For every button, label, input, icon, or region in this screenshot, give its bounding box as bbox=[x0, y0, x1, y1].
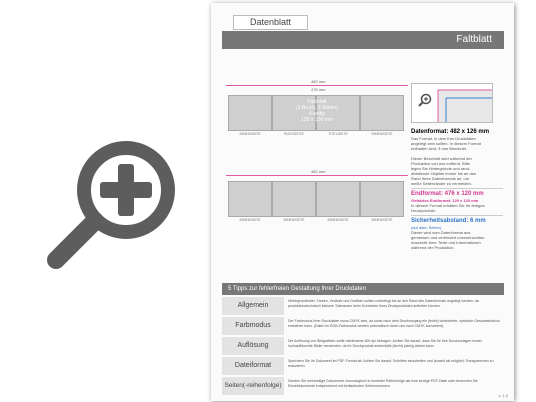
datenformat-text bbox=[411, 136, 503, 186]
panel bbox=[272, 181, 316, 217]
tip-text: Die Auflösung von Bildgrafiken sollte mindestens 300 dpi betragen. Achten Sie darauf, dass Sie für Ihre Druckvorlagen immer hochauflösende Bilder verwenden, da Ihr Druckprodukt andernfalls (leicht) pixelig wirken kann. bbox=[288, 339, 482, 348]
format-line: 4-seitig bbox=[308, 111, 326, 117]
tip-text: Senden Sie mehrseitige Dokumente chronologisch in korrekter Reihenfolge als eine einzige PDF-Datei oder benennen Sie Einzeldokumente entsprechend mit fortlaufenden Seitennummern. bbox=[288, 379, 478, 388]
text-line: Rand Ihres Datenformats an, um bbox=[411, 176, 470, 181]
panel-label: INNENSEITE bbox=[239, 218, 261, 222]
dim-label: 482 mm bbox=[311, 79, 326, 84]
panel bbox=[228, 181, 272, 217]
tip-label: Auflösung bbox=[222, 337, 284, 355]
panel-label: INNENSEITE bbox=[239, 132, 261, 136]
text-line: legen Sie Hintergründe und rand- bbox=[411, 166, 471, 171]
sicherheit-text bbox=[411, 230, 503, 250]
tip-row bbox=[222, 297, 504, 315]
magnifier-plus-icon[interactable] bbox=[38, 128, 188, 278]
tips-section bbox=[222, 283, 504, 395]
divider bbox=[411, 188, 503, 189]
text-line: enthalten sind: 3 mm Beschnitt. bbox=[411, 146, 467, 151]
format-line: 120 x 126 mm bbox=[301, 117, 333, 123]
page-title: Faltblatt bbox=[222, 31, 504, 49]
sicherheit-sub: (auf allen Seiten) bbox=[411, 225, 442, 230]
panel bbox=[360, 181, 404, 217]
dim-label: 482 mm bbox=[311, 169, 326, 174]
text-line: weiße Seitenränder zu vermeiden. bbox=[411, 181, 472, 186]
tip-text: Der Farbmodus Ihrer Druckdaten muss CMYK sein, da sonst nach dem Druckvorgang ein (leicht) veränderter, optischer Gesamteindruck entstehen kann. (Daten im RGB-Farbmodus werden automatisch durch uns nach CMYK konvertiert). bbox=[288, 319, 500, 328]
fold-diagram-1 bbox=[226, 95, 408, 139]
datasheet-page bbox=[211, 3, 514, 401]
text-line: während der Produktion. bbox=[411, 245, 455, 250]
datenformat-section bbox=[411, 129, 503, 250]
endformat-title: Endformat: 476 x 120 mm bbox=[411, 191, 484, 197]
dim-label: 476 mm bbox=[311, 87, 326, 92]
tip-row bbox=[222, 317, 504, 335]
version-label: v. 1.0 bbox=[498, 393, 508, 398]
datenformat-title: Datenformat: 482 x 126 mm bbox=[411, 129, 490, 135]
text-line: abfallende Objekte immer bis an den bbox=[411, 171, 477, 176]
text-line: Dieser Beschnitt wird während der bbox=[411, 156, 472, 161]
text-line: gemessen und verhindert unerwünschten bbox=[411, 235, 485, 240]
tip-label: Allgemein bbox=[222, 297, 284, 315]
corner-detail bbox=[411, 83, 493, 123]
fold-diagram-2 bbox=[226, 181, 408, 225]
text-line: Anschnitt Ihrer Texte und Informationen bbox=[411, 240, 481, 245]
text-line: angelegt sein sollten. In diesem Format bbox=[411, 141, 481, 146]
tip-row bbox=[222, 357, 504, 375]
divider bbox=[411, 215, 503, 216]
endformat-text bbox=[411, 203, 503, 213]
datasheet-tag: Datenblatt bbox=[233, 15, 308, 30]
panel-label: TITELSEITE bbox=[328, 132, 348, 136]
panel-label: INNENSEITE bbox=[371, 132, 393, 136]
panel-label: INNENSEITE bbox=[327, 218, 349, 222]
text-line: Dieser wird vom Datenformat aus bbox=[411, 230, 471, 235]
text-line: Das Format, in dem Ihre Druckdaten bbox=[411, 136, 476, 141]
tip-label: Dateiformat bbox=[222, 357, 284, 375]
text-line: In diesem Format erhalten Sie Ihr fertiges bbox=[411, 203, 485, 208]
panel bbox=[316, 181, 360, 217]
dimension-line bbox=[226, 175, 408, 176]
panel-label: INNENSEITE bbox=[283, 218, 305, 222]
format-line: Falzblatt bbox=[307, 99, 327, 105]
format-line: (1 Bruch, 3 Seiten) bbox=[296, 105, 338, 111]
tip-row bbox=[222, 337, 504, 355]
panel-label: RÜCKSEITE bbox=[283, 132, 305, 136]
dimension-line bbox=[226, 85, 408, 86]
tip-label: Farbmodus bbox=[222, 317, 284, 335]
endformat-sub: Gefalztes Endformat: 120 x 120 mm bbox=[411, 198, 479, 203]
sicherheit-title: Sicherheitsabstand: 6 mm bbox=[411, 218, 486, 224]
tips-heading: 5 Tipps zur fehlerfreien Gestaltung Ihrer Druckdaten bbox=[222, 283, 504, 295]
text-line: Druckprodukt. bbox=[411, 208, 436, 213]
tip-row bbox=[222, 377, 504, 395]
panel-label: INNENSEITE bbox=[371, 218, 393, 222]
tip-text: Speichern Sie Ihr Dokument im PDF-Format ab. Achten Sie darauf, Schriften einzubetten und (soweit als möglich) Transparenzen zu reduzieren. bbox=[288, 359, 494, 368]
format-text bbox=[226, 99, 408, 123]
zoom-icon bbox=[417, 93, 433, 109]
tip-text: Hintergrundbilder, Farben, Verläufe und Grafiken sollten unbedingt bis an den Rand des Datenformats angelegt werden, da produktionstechnisch kleinere Toleranzen beim Schneiden Ihres Druckproduktes auftreten können. bbox=[288, 299, 479, 308]
tip-label: Seiten(-reihenfolge) bbox=[222, 377, 284, 395]
text-line: Produktion von uns entfernt. Bitte bbox=[411, 161, 471, 166]
